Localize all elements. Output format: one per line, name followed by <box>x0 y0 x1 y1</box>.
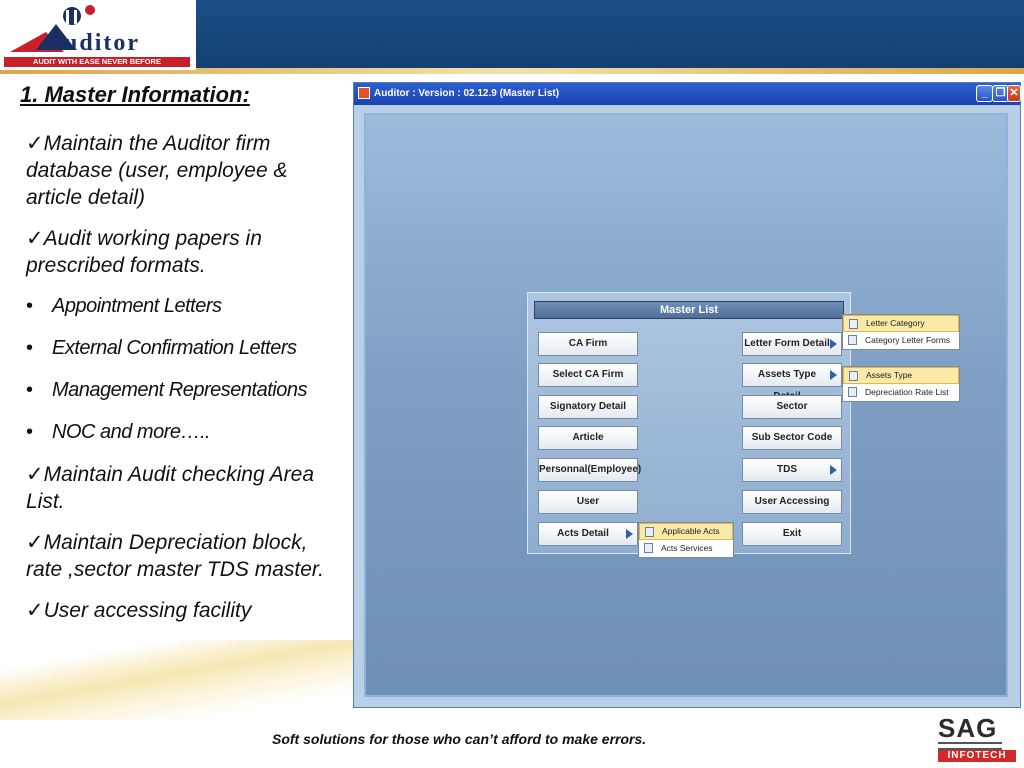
form-icon <box>849 371 858 381</box>
personnal-employee-button[interactable]: Personnal(Employee) <box>538 458 638 482</box>
sag-infotech-logo <box>938 714 1018 766</box>
feature-item: ✓Maintain Audit checking Area List. <box>26 463 315 513</box>
tds-button[interactable] <box>742 458 842 482</box>
signatory-detail-button[interactable]: Signatory Detail <box>538 395 638 419</box>
logo-tagline: AUDIT WITH EASE NEVER BEFORE <box>4 57 190 67</box>
article-button[interactable]: Article <box>538 426 638 450</box>
checkmark-icon: ✓ <box>26 227 44 250</box>
sub-sector-code-button[interactable]: Sub Sector Code <box>742 426 842 450</box>
sector-button[interactable]: Sector <box>742 395 842 419</box>
menu-item-category-letter-forms[interactable]: Category Letter Forms <box>843 332 959 349</box>
chevron-right-icon <box>830 339 837 349</box>
assets-type-detail-label: Assets Type <box>757 369 817 380</box>
logo-text: uditor <box>64 30 141 56</box>
feature-item: ✓Maintain Depreciation block, rate ,sector master TDS master. <box>26 531 324 581</box>
menu-item-acts-services[interactable]: Acts Services <box>639 540 733 557</box>
menu-item-applicable-acts[interactable]: Applicable Acts <box>639 523 733 540</box>
tds-label: TDS <box>777 464 797 475</box>
feature-item: ✓Audit working papers in prescribed formats. <box>26 227 262 277</box>
bullet-icon: • <box>26 379 33 401</box>
sub-feature-item: • Management Representations <box>26 379 307 401</box>
form-icon <box>848 335 857 345</box>
feature-item: ✓User accessing facility <box>26 599 252 622</box>
user-button[interactable]: User <box>538 490 638 514</box>
acts-submenu <box>638 522 734 558</box>
bullet-icon: • <box>26 295 33 317</box>
panel-title: Master List <box>534 301 844 319</box>
acts-detail-button[interactable] <box>538 522 638 546</box>
close-icon: ✕ <box>1009 87 1019 99</box>
master-list-panel <box>527 292 851 554</box>
chevron-right-icon <box>830 370 837 380</box>
feature-item: ✓Maintain the Auditor firm database (user, employee & article detail) <box>26 132 288 209</box>
checkmark-icon: ✓ <box>26 599 44 622</box>
app-icon <box>358 87 370 99</box>
window-title: Auditor : Version : 02.12.9 (Master List) <box>374 88 560 99</box>
bullet-icon: • <box>26 337 33 359</box>
minimize-icon: _ <box>981 87 988 99</box>
ca-firm-button[interactable]: CA Firm <box>538 332 638 356</box>
chevron-right-icon <box>626 529 633 539</box>
section-title: 1. Master Information: <box>20 82 250 107</box>
maximize-icon: ❐ <box>995 87 1006 99</box>
exit-button[interactable]: Exit <box>742 522 842 546</box>
checkmark-icon: ✓ <box>26 132 44 155</box>
minimize-button[interactable] <box>976 85 993 102</box>
letter-form-detail-button[interactable] <box>742 332 842 356</box>
letter-form-detail-label: Letter Form Detail <box>744 338 830 349</box>
form-icon <box>848 387 857 397</box>
assets-type-detail-button[interactable] <box>742 363 842 387</box>
window-titlebar[interactable] <box>354 83 1020 105</box>
menu-item-assets-type[interactable]: Assets Type <box>843 367 959 384</box>
checkmark-icon: ✓ <box>26 531 44 554</box>
sub-feature-item: • Appointment Letters <box>26 295 222 317</box>
form-icon <box>645 527 654 537</box>
bullet-icon: • <box>26 421 33 443</box>
sub-feature-item: • External Confirmation Letters <box>26 337 297 359</box>
form-icon <box>849 319 858 329</box>
menu-item-depreciation-rate-list[interactable]: Depreciation Rate List <box>843 384 959 401</box>
infotech-brand: INFOTECH <box>938 750 1016 762</box>
sub-feature-item: • NOC and more….. <box>26 421 211 443</box>
assets-type-submenu <box>842 366 960 402</box>
decorative-swoosh <box>0 640 360 720</box>
chevron-right-icon <box>830 465 837 475</box>
letter-form-submenu <box>842 314 960 350</box>
feature-list <box>26 130 346 638</box>
form-icon <box>644 543 653 553</box>
acts-detail-label: Acts Detail <box>557 528 609 539</box>
close-button[interactable] <box>1007 85 1021 102</box>
select-ca-firm-button[interactable]: Select CA Firm <box>538 363 638 387</box>
sag-brand: SAG <box>938 713 998 743</box>
user-accessing-button[interactable]: User Accessing <box>742 490 842 514</box>
footer-tagline: Soft solutions for those who can’t afford to make errors. <box>272 731 647 747</box>
brand-lines <box>938 742 1002 750</box>
menu-item-letter-category[interactable]: Letter Category <box>843 315 959 332</box>
auditor-logo <box>0 0 196 70</box>
checkmark-icon: ✓ <box>26 463 44 486</box>
